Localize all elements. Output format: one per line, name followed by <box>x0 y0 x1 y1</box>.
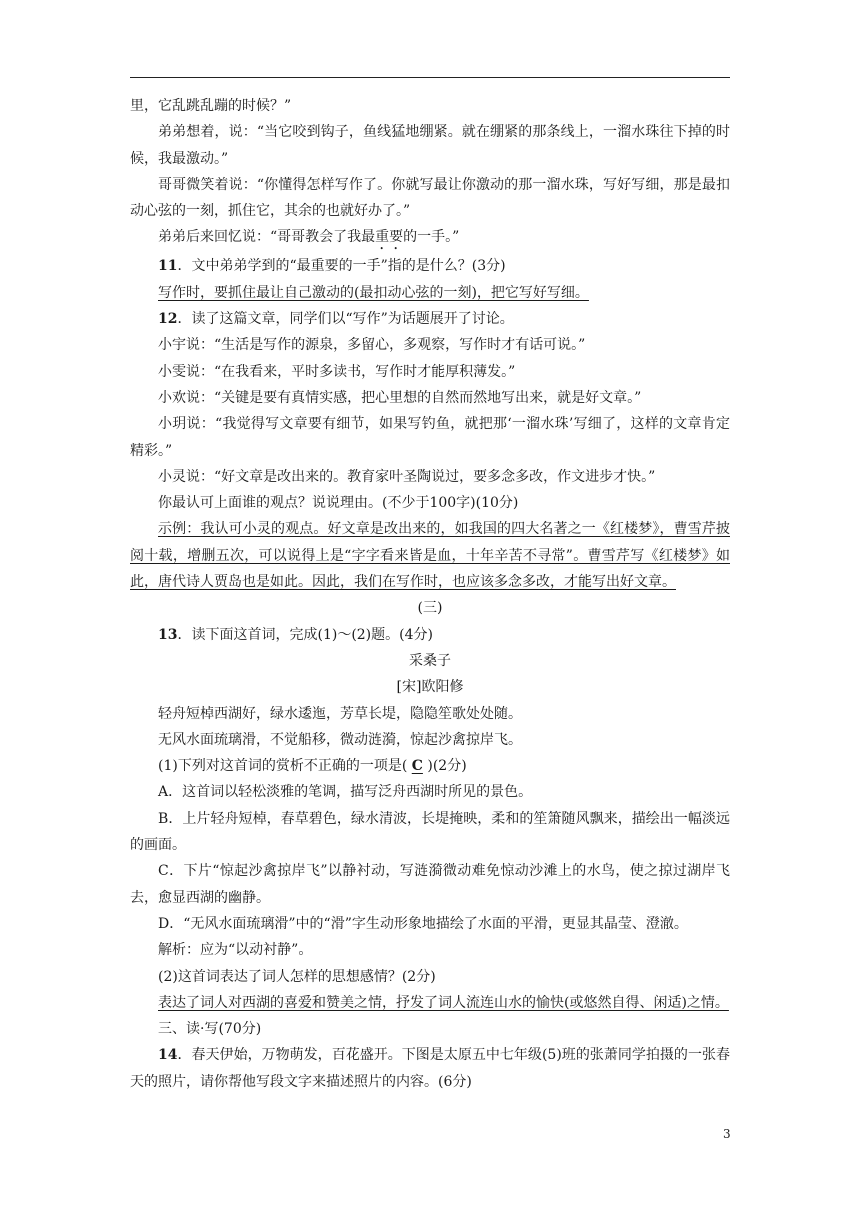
answer-11 <box>130 280 730 306</box>
answer-12 <box>130 516 730 595</box>
answer-choice: C <box>411 758 423 775</box>
question-13 <box>130 622 730 648</box>
answer-text: 表达了词人对西湖的喜爱和赞美之情，抒发了词人流连山水的愉快(或悠然自得、闲适)之情。 <box>158 994 729 1011</box>
poem-line: 无风水面琉璃滑，不觉船移，微动涟漪，惊起沙禽掠岸飞。 <box>158 731 522 748</box>
sub-question-1 <box>130 753 730 779</box>
question-text: ．读了这篇文章，同学们以“写作”为话题展开了讨论。 <box>177 311 514 328</box>
option-d: D．“无风水面琉璃滑”中的“滑”字生动形象地描绘了水面的平滑，更显其晶莹、澄澈。 <box>158 915 688 932</box>
option-b: B．上片轻舟短棹，春草碧色，绿水清波，长堤掩映，柔和的笙箫随风飘来，描绘出一幅淡远的画面。 <box>130 810 730 854</box>
question-number: 12 <box>158 311 178 328</box>
question-text: ．文中弟弟学到的“最重要的一手”指的是什么？(3分) <box>177 258 506 275</box>
question-text: )(2分) <box>427 758 467 775</box>
question-12 <box>130 306 730 332</box>
answer-text: 写作时，要抓住最让自己激动的(最扣动心弦的一刻)，把它写好写细。 <box>158 284 589 301</box>
opinion-line: 小雯说：“在我看来，平时多读书，写作时才能厚积薄发。” <box>158 363 516 380</box>
paragraph: 里，它乱跳乱蹦的时候？” <box>130 98 292 114</box>
text-run: 弟弟后来回忆说：“哥哥教会了我最 <box>158 229 376 246</box>
text-run: 的一手。” <box>403 229 460 246</box>
part-heading: 三、读·写(70分) <box>158 1021 262 1038</box>
question-number: 11 <box>158 258 178 275</box>
sub-question-2: (2)这首词表达了词人怎样的思想感情？(2分) <box>158 968 436 985</box>
paragraph <box>130 224 730 253</box>
answer-text: 示例：我认可小灵的观点。好文章是改出来的，如我国的四大名著之一《红楼梦》，曹雪芹披阅十载，增删五次，可以说得上是“字字看来皆是血，十年辛苦不寻常”。曹雪芹写《红楼梦》如此，唐代诗人贾岛也是如此。因此，我们在写作时，也应该多念多改，才能写出好文章。 <box>130 521 730 591</box>
section-heading: (三) <box>417 600 443 617</box>
question-11 <box>130 253 730 279</box>
header-rule <box>130 77 730 78</box>
question-text: ．读下面这首词，完成(1)～(2)题。(4分) <box>177 626 433 643</box>
option-c: C．下片“惊起沙禽掠岸飞”以静衬动，写涟漪微动难免惊动沙滩上的水鸟，使之掠过湖岸飞去，愈显西湖的幽静。 <box>130 863 730 906</box>
opinion-line: 小欢说：“关键是要有真情实感，把心里想的自然而然地写出来，就是好文章。” <box>158 389 642 406</box>
page-body <box>130 93 730 1095</box>
question-number: 14 <box>158 1047 178 1064</box>
question-number: 13 <box>158 626 178 643</box>
question-text: ．春天伊始，万物萌发，百花盛开。下图是太原五中七年级(5)班的张萧同学拍摄的一张春天的照片，请你帮他写段文字来描述照片的内容。(6分) <box>130 1047 730 1090</box>
answer-13-2 <box>130 990 730 1016</box>
emphasis-text: 重要 <box>375 229 404 246</box>
poem-author: [宋]欧阳修 <box>396 679 464 696</box>
page-number: 3 <box>723 1127 731 1141</box>
question-text: (1)下列对这首词的赏析不正确的一项是( <box>158 758 408 775</box>
question-14 <box>130 1042 730 1095</box>
opinion-line: 小玥说：“我觉得写文章要有细节，如果写钓鱼，就把那‘一溜水珠’写细了，这样的文章肯定精彩。” <box>130 416 730 459</box>
poem-line: 轻舟短棹西湖好，绿水逶迤，芳草长堤，隐隐笙歌处处随。 <box>158 705 522 722</box>
opinion-line: 小灵说：“好文章是改出来的。教育家叶圣陶说过，要多念多改，作文进步才快。” <box>158 468 656 485</box>
opinion-line: 小宇说：“生活是写作的源泉，多留心，多观察，写作时才有话可说。” <box>158 337 586 354</box>
question-prompt: 你最认可上面谁的观点？说说理由。(不少于100字)(10分) <box>158 495 519 512</box>
option-a: A．这首词以轻松淡雅的笔调，描写泛舟西湖时所见的景色。 <box>158 784 533 801</box>
poem-title: 采桑子 <box>409 652 451 669</box>
paragraph: 哥哥微笑着说：“你懂得怎样写作了。你就写最让你激动的那一溜水珠，写好写细，那是最扣动心弦的一刻，抓住它，其余的也就好办了。” <box>130 176 730 220</box>
paragraph: 弟弟想着，说：“当它咬到钩子，鱼线猛地绷紧。就在绷紧的那条线上，一溜水珠往下掉的时候，我最激动。” <box>130 124 730 167</box>
analysis: 解析：应为“以动衬静”。 <box>158 942 313 959</box>
